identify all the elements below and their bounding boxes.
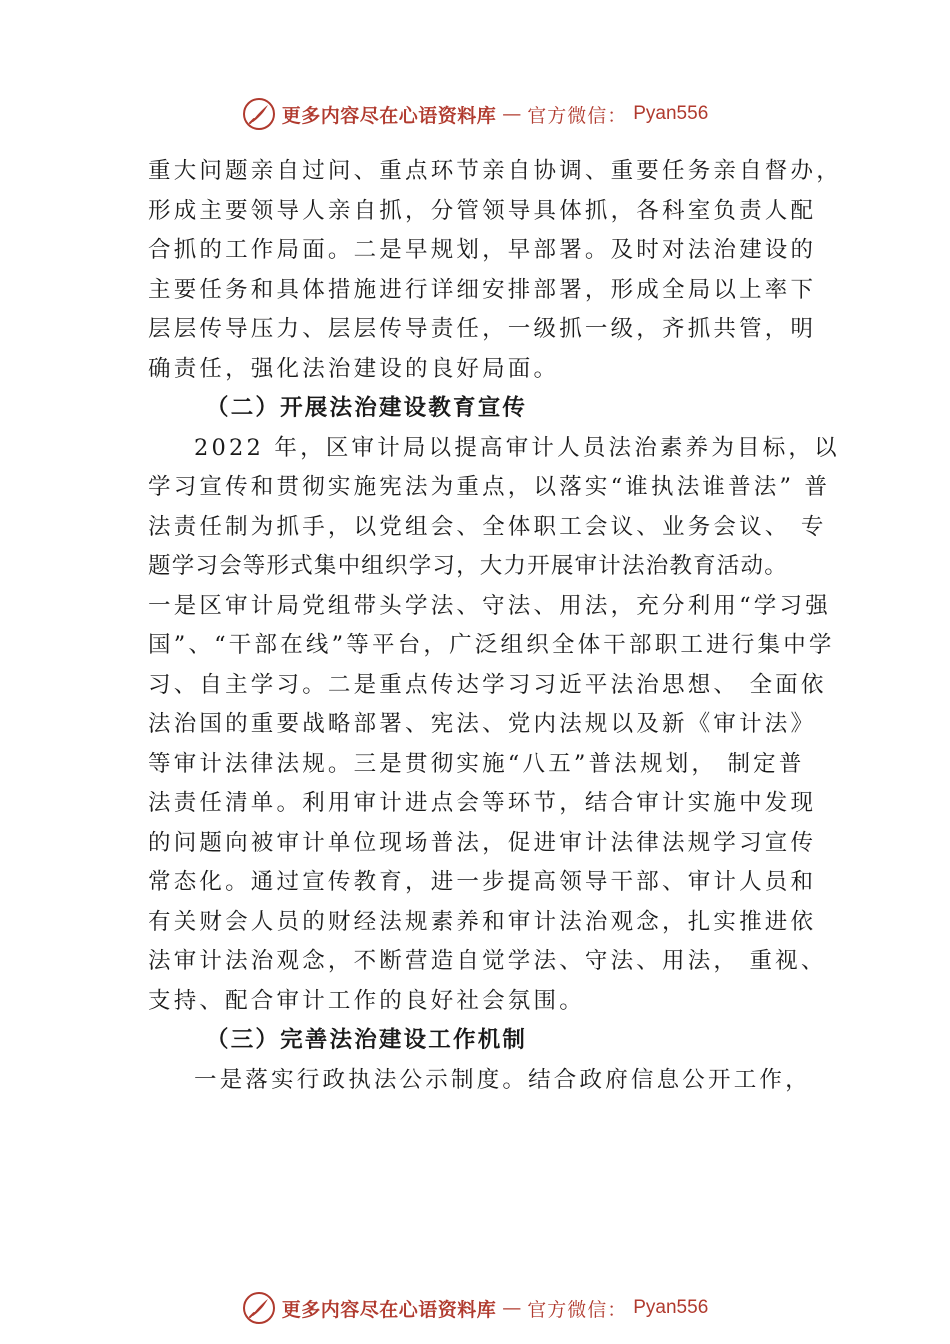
body-line: 支持、配合审计工作的良好社会氛围。 <box>148 987 585 1014</box>
body-line: 确责任，强化法治建设的良好局面。 <box>148 355 560 382</box>
body-line: 合抓的工作局面。二是早规划，早部署。及时对法治建设的 <box>148 237 817 263</box>
banner-brand-text: 更多内容尽在心语资料库 <box>281 104 497 127</box>
banner-dash: — <box>502 103 522 125</box>
document-body <box>148 152 842 1100</box>
body-line: 题学习会等形式集中组织学习，大力开展审计法治教育活动。 <box>148 553 788 579</box>
header-watermark-banner <box>0 94 950 134</box>
body-line: 国”、“干部在线”等平台，广泛组织全体干部职工进行集中学 <box>148 632 835 658</box>
footer-watermark-banner <box>0 1288 950 1328</box>
banner-brand-text: 更多内容尽在心语资料库 <box>281 1298 497 1321</box>
body-line: 法治国的重要战略部署、宪法、党内法规以及新《审计法》 <box>148 711 817 737</box>
body-line: 层层传导压力、层层传导责任，一级抓一级，齐抓共管，明 <box>148 316 817 342</box>
body-line: 法责任制为抓手，以党组会、全体职工会议、业务会议、 专 <box>148 513 827 540</box>
body-line: 一是落实行政执法公示制度。结合政府信息公开工作， <box>194 1066 811 1093</box>
banner-account-id: Pyan556 <box>633 1297 709 1318</box>
banner-wechat-label: 官方微信： <box>527 104 628 127</box>
section-heading-3: （三）完善法治建设工作机制 <box>206 1027 528 1053</box>
body-line: 学习宣传和贯彻实施宪法为重点，以落实“谁执法谁普法” 普 <box>148 474 831 500</box>
body-line: 常态化。通过宣传教育，进一步提高领导干部、审计人员和 <box>148 869 817 895</box>
body-line: 有关财会人员的财经法规素养和审计法治观念，扎实推进依 <box>148 908 817 935</box>
body-line: 形成主要领导人亲自抓，分管领导具体抓，各科室负责人配 <box>148 197 817 224</box>
body-line: 的问题向被审计单位现场普法，促进审计法律法规学习宣传 <box>148 829 817 856</box>
banner-dash: — <box>502 1297 522 1319</box>
body-line: 习、自主学习。二是重点传达学习习近平法治思想、 全面依 <box>148 671 827 698</box>
body-line: 重大问题亲自过问、重点环节亲自协调、重要任务亲自督办， <box>148 158 842 184</box>
body-line: 法责任清单。利用审计进点会等环节，结合审计实施中发现 <box>148 790 817 816</box>
quill-logo-icon <box>242 97 276 131</box>
banner-account-id: Pyan556 <box>633 103 709 124</box>
body-line: 2022 年，区审计局以提高审计人员法治素养为目标，以 <box>194 434 840 461</box>
body-line: 等审计法律法规。三是贯彻实施“八五”普法规划， 制定普 <box>148 750 805 777</box>
section-heading-2: （二）开展法治建设教育宣传 <box>206 395 528 421</box>
body-line: 一是区审计局党组带头学法、守法、用法，充分利用“学习强 <box>148 592 831 619</box>
banner-wechat-label: 官方微信： <box>527 1298 628 1321</box>
body-line: 法审计法治观念，不断营造自觉学法、守法、用法， 重视、 <box>148 948 827 974</box>
body-line: 主要任务和具体措施进行详细安排部署，形成全局以上率下 <box>148 276 817 303</box>
quill-logo-icon <box>242 1291 276 1325</box>
